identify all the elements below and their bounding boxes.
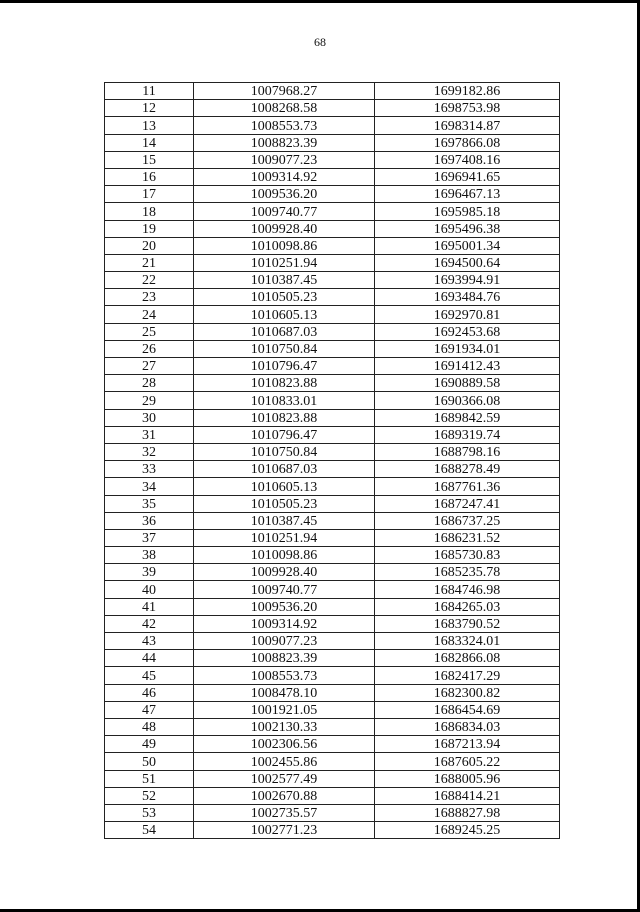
table-row bbox=[105, 495, 560, 512]
table-row bbox=[105, 168, 560, 185]
point-number-cell: 20 bbox=[105, 237, 194, 254]
table-row bbox=[105, 718, 560, 735]
table-row bbox=[105, 220, 560, 237]
x-coordinate-cell: 1010505.23 bbox=[194, 495, 375, 512]
table-row bbox=[105, 306, 560, 323]
x-coordinate-cell: 1009740.77 bbox=[194, 203, 375, 220]
x-coordinate-cell: 1010687.03 bbox=[194, 461, 375, 478]
table-row bbox=[105, 358, 560, 375]
x-coordinate-cell: 1010387.45 bbox=[194, 272, 375, 289]
table-row bbox=[105, 512, 560, 529]
table-row bbox=[105, 701, 560, 718]
x-coordinate-cell: 1002130.33 bbox=[194, 718, 375, 735]
point-number-cell: 49 bbox=[105, 736, 194, 753]
point-number-cell: 17 bbox=[105, 186, 194, 203]
point-number-cell: 41 bbox=[105, 598, 194, 615]
x-coordinate-cell: 1010750.84 bbox=[194, 443, 375, 460]
table-row bbox=[105, 753, 560, 770]
y-coordinate-cell: 1689245.25 bbox=[375, 822, 560, 839]
point-number-cell: 32 bbox=[105, 443, 194, 460]
point-number-cell: 34 bbox=[105, 478, 194, 495]
y-coordinate-cell: 1697408.16 bbox=[375, 151, 560, 168]
x-coordinate-cell: 1002577.49 bbox=[194, 770, 375, 787]
y-coordinate-cell: 1692453.68 bbox=[375, 323, 560, 340]
y-coordinate-cell: 1682300.82 bbox=[375, 684, 560, 701]
page-border-top bbox=[0, 0, 640, 3]
point-number-cell: 53 bbox=[105, 804, 194, 821]
point-number-cell: 43 bbox=[105, 633, 194, 650]
x-coordinate-cell: 1010750.84 bbox=[194, 340, 375, 357]
point-number-cell: 35 bbox=[105, 495, 194, 512]
y-coordinate-cell: 1688414.21 bbox=[375, 787, 560, 804]
y-coordinate-cell: 1693994.91 bbox=[375, 272, 560, 289]
point-number-cell: 37 bbox=[105, 529, 194, 546]
x-coordinate-cell: 1010605.13 bbox=[194, 478, 375, 495]
x-coordinate-cell: 1009928.40 bbox=[194, 220, 375, 237]
x-coordinate-cell: 1002735.57 bbox=[194, 804, 375, 821]
x-coordinate-cell: 1010387.45 bbox=[194, 512, 375, 529]
table-row bbox=[105, 83, 560, 100]
x-coordinate-cell: 1009536.20 bbox=[194, 186, 375, 203]
point-number-cell: 50 bbox=[105, 753, 194, 770]
table-row bbox=[105, 667, 560, 684]
point-number-cell: 28 bbox=[105, 375, 194, 392]
y-coordinate-cell: 1686231.52 bbox=[375, 529, 560, 546]
table-row bbox=[105, 272, 560, 289]
y-coordinate-cell: 1695001.34 bbox=[375, 237, 560, 254]
x-coordinate-cell: 1010251.94 bbox=[194, 529, 375, 546]
y-coordinate-cell: 1688005.96 bbox=[375, 770, 560, 787]
x-coordinate-cell: 1008268.58 bbox=[194, 100, 375, 117]
x-coordinate-cell: 1001921.05 bbox=[194, 701, 375, 718]
x-coordinate-cell: 1010796.47 bbox=[194, 426, 375, 443]
x-coordinate-cell: 1009314.92 bbox=[194, 615, 375, 632]
y-coordinate-cell: 1688827.98 bbox=[375, 804, 560, 821]
x-coordinate-cell: 1009077.23 bbox=[194, 151, 375, 168]
y-coordinate-cell: 1686834.03 bbox=[375, 718, 560, 735]
y-coordinate-cell: 1687247.41 bbox=[375, 495, 560, 512]
point-number-cell: 24 bbox=[105, 306, 194, 323]
table-row bbox=[105, 443, 560, 460]
point-number-cell: 42 bbox=[105, 615, 194, 632]
point-number-cell: 54 bbox=[105, 822, 194, 839]
table-row bbox=[105, 323, 560, 340]
y-coordinate-cell: 1699182.86 bbox=[375, 83, 560, 100]
table-row bbox=[105, 203, 560, 220]
table-row bbox=[105, 392, 560, 409]
x-coordinate-cell: 1002771.23 bbox=[194, 822, 375, 839]
x-coordinate-cell: 1008823.39 bbox=[194, 134, 375, 151]
table-row bbox=[105, 598, 560, 615]
x-coordinate-cell: 1007968.27 bbox=[194, 83, 375, 100]
y-coordinate-cell: 1698753.98 bbox=[375, 100, 560, 117]
y-coordinate-cell: 1698314.87 bbox=[375, 117, 560, 134]
table-row bbox=[105, 461, 560, 478]
point-number-cell: 45 bbox=[105, 667, 194, 684]
point-number-cell: 39 bbox=[105, 564, 194, 581]
table-row bbox=[105, 581, 560, 598]
table-row bbox=[105, 615, 560, 632]
x-coordinate-cell: 1002670.88 bbox=[194, 787, 375, 804]
y-coordinate-cell: 1687605.22 bbox=[375, 753, 560, 770]
x-coordinate-cell: 1010823.88 bbox=[194, 375, 375, 392]
point-number-cell: 27 bbox=[105, 358, 194, 375]
x-coordinate-cell: 1008553.73 bbox=[194, 117, 375, 134]
x-coordinate-cell: 1010823.88 bbox=[194, 409, 375, 426]
y-coordinate-cell: 1691934.01 bbox=[375, 340, 560, 357]
x-coordinate-cell: 1010505.23 bbox=[194, 289, 375, 306]
table-row bbox=[105, 237, 560, 254]
table-row bbox=[105, 409, 560, 426]
table-row bbox=[105, 186, 560, 203]
x-coordinate-cell: 1009314.92 bbox=[194, 168, 375, 185]
y-coordinate-cell: 1687761.36 bbox=[375, 478, 560, 495]
point-number-cell: 31 bbox=[105, 426, 194, 443]
point-number-cell: 22 bbox=[105, 272, 194, 289]
y-coordinate-cell: 1686737.25 bbox=[375, 512, 560, 529]
y-coordinate-cell: 1696467.13 bbox=[375, 186, 560, 203]
point-number-cell: 15 bbox=[105, 151, 194, 168]
point-number-cell: 14 bbox=[105, 134, 194, 151]
point-number-cell: 40 bbox=[105, 581, 194, 598]
point-number-cell: 36 bbox=[105, 512, 194, 529]
y-coordinate-cell: 1694500.64 bbox=[375, 254, 560, 271]
y-coordinate-cell: 1689842.59 bbox=[375, 409, 560, 426]
x-coordinate-cell: 1008478.10 bbox=[194, 684, 375, 701]
table-row bbox=[105, 547, 560, 564]
y-coordinate-cell: 1686454.69 bbox=[375, 701, 560, 718]
point-number-cell: 26 bbox=[105, 340, 194, 357]
table-row bbox=[105, 100, 560, 117]
coordinates-table bbox=[104, 82, 560, 839]
point-number-cell: 13 bbox=[105, 117, 194, 134]
x-coordinate-cell: 1002455.86 bbox=[194, 753, 375, 770]
y-coordinate-cell: 1682866.08 bbox=[375, 650, 560, 667]
point-number-cell: 38 bbox=[105, 547, 194, 564]
x-coordinate-cell: 1010098.86 bbox=[194, 547, 375, 564]
x-coordinate-cell: 1009536.20 bbox=[194, 598, 375, 615]
point-number-cell: 44 bbox=[105, 650, 194, 667]
x-coordinate-cell: 1002306.56 bbox=[194, 736, 375, 753]
y-coordinate-cell: 1696941.65 bbox=[375, 168, 560, 185]
y-coordinate-cell: 1683324.01 bbox=[375, 633, 560, 650]
point-number-cell: 19 bbox=[105, 220, 194, 237]
page-number: 68 bbox=[314, 35, 326, 49]
table-row bbox=[105, 134, 560, 151]
y-coordinate-cell: 1683790.52 bbox=[375, 615, 560, 632]
point-number-cell: 23 bbox=[105, 289, 194, 306]
point-number-cell: 48 bbox=[105, 718, 194, 735]
table-row bbox=[105, 478, 560, 495]
point-number-cell: 12 bbox=[105, 100, 194, 117]
x-coordinate-cell: 1008553.73 bbox=[194, 667, 375, 684]
x-coordinate-cell: 1009740.77 bbox=[194, 581, 375, 598]
table-row bbox=[105, 736, 560, 753]
point-number-cell: 16 bbox=[105, 168, 194, 185]
y-coordinate-cell: 1691412.43 bbox=[375, 358, 560, 375]
table-row bbox=[105, 340, 560, 357]
x-coordinate-cell: 1010687.03 bbox=[194, 323, 375, 340]
point-number-cell: 30 bbox=[105, 409, 194, 426]
table-row bbox=[105, 564, 560, 581]
point-number-cell: 51 bbox=[105, 770, 194, 787]
coordinates-table-body bbox=[105, 83, 560, 839]
x-coordinate-cell: 1010098.86 bbox=[194, 237, 375, 254]
y-coordinate-cell: 1690889.58 bbox=[375, 375, 560, 392]
table-row bbox=[105, 151, 560, 168]
y-coordinate-cell: 1687213.94 bbox=[375, 736, 560, 753]
point-number-cell: 21 bbox=[105, 254, 194, 271]
point-number-cell: 11 bbox=[105, 83, 194, 100]
y-coordinate-cell: 1685730.83 bbox=[375, 547, 560, 564]
table-row bbox=[105, 117, 560, 134]
point-number-cell: 46 bbox=[105, 684, 194, 701]
table-row bbox=[105, 770, 560, 787]
table-row bbox=[105, 375, 560, 392]
table-row bbox=[105, 684, 560, 701]
y-coordinate-cell: 1693484.76 bbox=[375, 289, 560, 306]
x-coordinate-cell: 1009928.40 bbox=[194, 564, 375, 581]
point-number-cell: 29 bbox=[105, 392, 194, 409]
table-row bbox=[105, 254, 560, 271]
y-coordinate-cell: 1688798.16 bbox=[375, 443, 560, 460]
table-row bbox=[105, 650, 560, 667]
x-coordinate-cell: 1010251.94 bbox=[194, 254, 375, 271]
y-coordinate-cell: 1682417.29 bbox=[375, 667, 560, 684]
point-number-cell: 47 bbox=[105, 701, 194, 718]
table-row bbox=[105, 633, 560, 650]
point-number-cell: 18 bbox=[105, 203, 194, 220]
table-row bbox=[105, 787, 560, 804]
y-coordinate-cell: 1692970.81 bbox=[375, 306, 560, 323]
x-coordinate-cell: 1010796.47 bbox=[194, 358, 375, 375]
y-coordinate-cell: 1688278.49 bbox=[375, 461, 560, 478]
table-row bbox=[105, 426, 560, 443]
point-number-cell: 52 bbox=[105, 787, 194, 804]
table-row bbox=[105, 804, 560, 821]
x-coordinate-cell: 1010833.01 bbox=[194, 392, 375, 409]
y-coordinate-cell: 1697866.08 bbox=[375, 134, 560, 151]
y-coordinate-cell: 1689319.74 bbox=[375, 426, 560, 443]
table-row bbox=[105, 822, 560, 839]
x-coordinate-cell: 1010605.13 bbox=[194, 306, 375, 323]
x-coordinate-cell: 1008823.39 bbox=[194, 650, 375, 667]
y-coordinate-cell: 1684746.98 bbox=[375, 581, 560, 598]
point-number-cell: 25 bbox=[105, 323, 194, 340]
y-coordinate-cell: 1685235.78 bbox=[375, 564, 560, 581]
table-row bbox=[105, 289, 560, 306]
table-row bbox=[105, 529, 560, 546]
y-coordinate-cell: 1695985.18 bbox=[375, 203, 560, 220]
y-coordinate-cell: 1684265.03 bbox=[375, 598, 560, 615]
y-coordinate-cell: 1695496.38 bbox=[375, 220, 560, 237]
x-coordinate-cell: 1009077.23 bbox=[194, 633, 375, 650]
y-coordinate-cell: 1690366.08 bbox=[375, 392, 560, 409]
point-number-cell: 33 bbox=[105, 461, 194, 478]
